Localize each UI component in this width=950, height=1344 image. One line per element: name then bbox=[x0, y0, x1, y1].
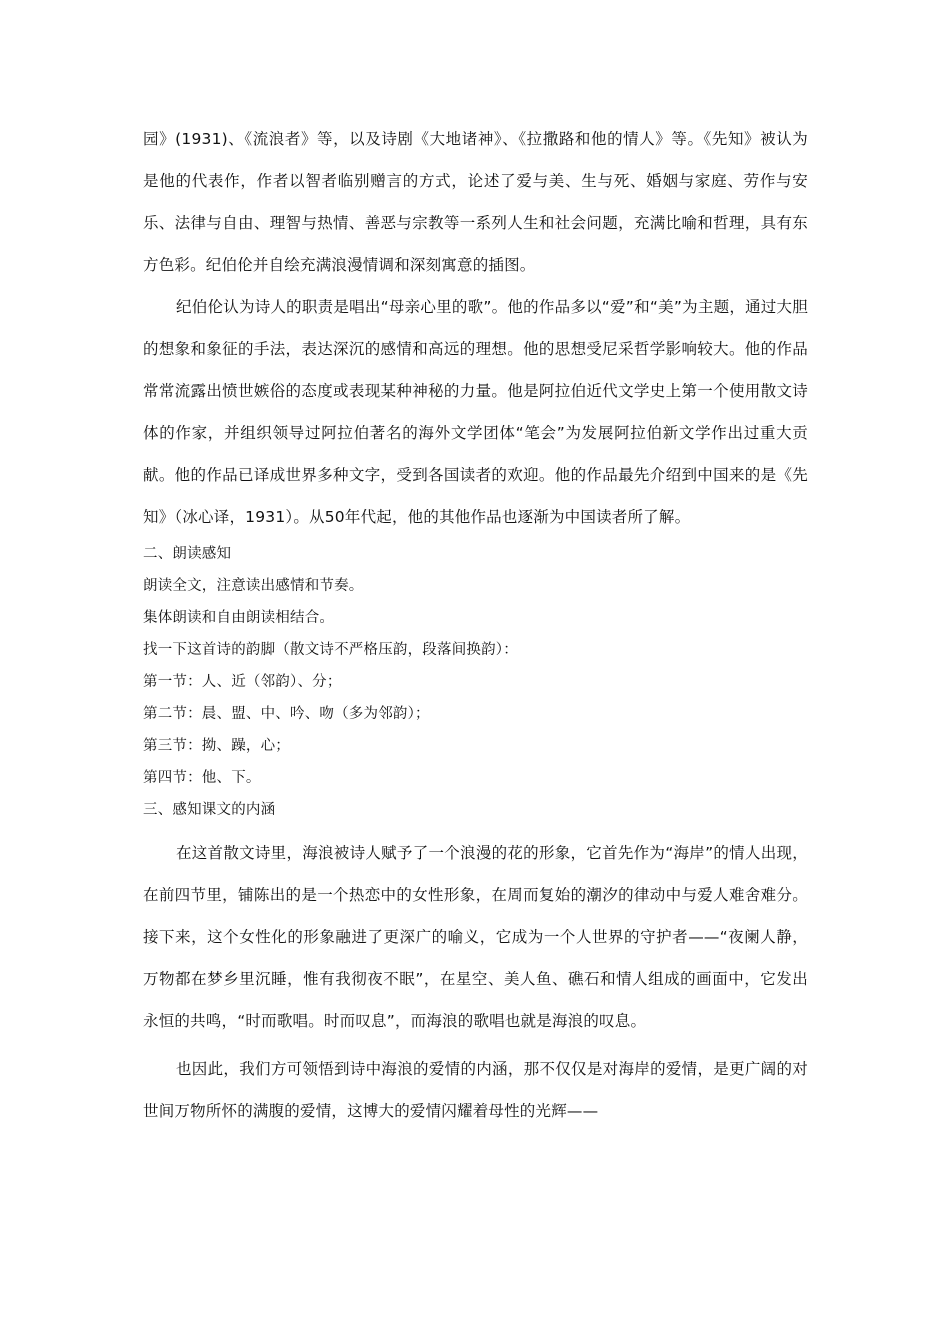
reading-instruction-1: 朗读全文，注意读出感情和节奏。 bbox=[143, 578, 364, 594]
rhyme-stanza-1: 第一节：人、近（邻韵）、分； bbox=[143, 674, 342, 690]
section-heading-reading: 二、朗读感知 bbox=[143, 546, 232, 562]
document-body bbox=[143, 118, 808, 1132]
paragraph-gibran-works: 园》(1931)、《流浪者》等，以及诗剧《大地诸神》、《拉撒路和他的情人》等。《先知》被认为是他的代表作，作者以智者临别赠言的方式，论述了爱与美、生与死、婚姻与家庭、劳作与安乐、法律与自由、理智与热情、善恶与宗教等一系列人生和社会问题，充满比喻和哲理，具有东方色彩。纪伯伦并自绘充满浪漫情调和深刻寓意的插图。 bbox=[143, 130, 808, 274]
paragraph-wave-love: 也因此，我们方可领悟到诗中海浪的爱情的内涵，那不仅仅是对海岸的爱情，是更广阔的对世间万物所怀的满腹的爱情，这博大的爱情闪耀着母性的光辉—— bbox=[143, 1060, 808, 1120]
section-heading-meaning: 三、感知课文的内涵 bbox=[143, 802, 276, 818]
rhyme-stanza-2: 第二节：晨、盟、中、吟、吻（多为邻韵）； bbox=[143, 706, 430, 722]
reading-instruction-3: 找一下这首诗的韵脚（散文诗不严格压韵，段落间换韵）： bbox=[143, 642, 518, 658]
paragraph-wave-image: 在这首散文诗里，海浪被诗人赋予了一个浪漫的花的形象，它首先作为“海岸”的情人出现，在前四节里，铺陈出的是一个热恋中的女性形象，在周而复始的潮汐的律动中与爱人难舍难分。接下来，这个女性化的形象融进了更深广的喻义，它成为一个人世界的守护者——“夜阑人静，万物都在梦乡里沉睡，惟有我彻夜不眠”，在星空、美人鱼、礁石和情人组成的画面中，它发出永恒的共鸣，“时而歌唱。时而叹息”，而海浪的歌唱也就是海浪的叹息。 bbox=[143, 844, 808, 1030]
reading-instruction-2: 集体朗读和自由朗读相结合。 bbox=[143, 610, 335, 626]
rhyme-stanza-4: 第四节：他、下。 bbox=[143, 770, 261, 786]
rhyme-stanza-3: 第三节：拗、躁，心； bbox=[143, 738, 290, 754]
paragraph-gibran-poet-duty: 纪伯伦认为诗人的职责是唱出“母亲心里的歌”。他的作品多以“爱”和“美”为主题，通过大胆的想象和象征的手法，表达深沉的感情和高远的理想。他的思想受尼采哲学影响较大。他的作品常常流露出愤世嫉俗的态度或表现某种神秘的力量。他是阿拉伯近代文学史上第一个使用散文诗体的作家，并组织领导过阿拉伯著名的海外文学团体“笔会”为发展阿拉伯新文学作出过重大贡献。他的作品已译成世界多种文字，受到各国读者的欢迎。他的作品最先介绍到中国来的是《先知》（冰心译，1931）。从50年代起，他的其他作品也逐渐为中国读者所了解。 bbox=[143, 298, 808, 526]
